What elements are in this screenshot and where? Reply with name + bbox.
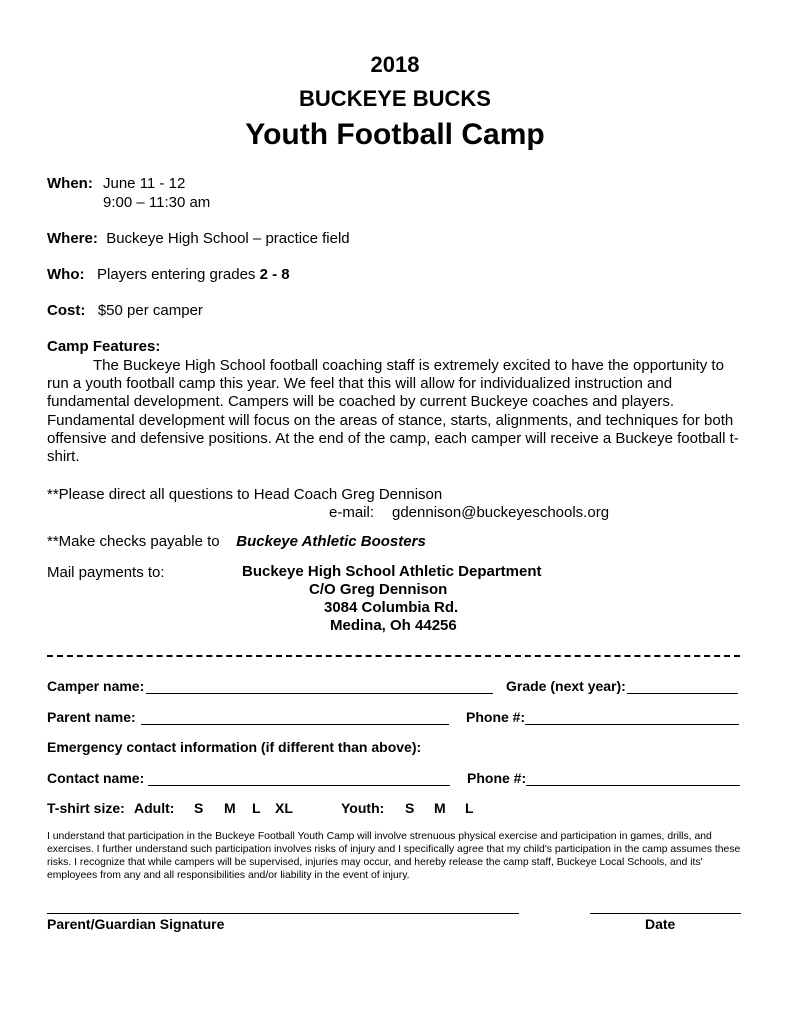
mail-label: Mail payments to: <box>47 564 165 581</box>
when-row <box>47 175 93 192</box>
features-paragraph <box>47 357 747 466</box>
parent-name-field[interactable] <box>141 709 449 725</box>
grade-field[interactable] <box>627 678 738 694</box>
date-label: Date <box>645 916 676 932</box>
adult-size-m[interactable]: M <box>224 800 236 816</box>
adult-size-l[interactable]: L <box>252 800 261 816</box>
cost-row <box>47 302 203 319</box>
contact-name-field[interactable] <box>148 770 450 786</box>
youth-size-l[interactable]: L <box>465 800 474 816</box>
date-line[interactable] <box>590 913 741 914</box>
page-title: Youth Football Camp <box>245 118 545 151</box>
header-org: BUCKEYE BUCKS <box>299 86 491 111</box>
who-label: Who: <box>47 266 85 283</box>
signature-label: Parent/Guardian Signature <box>47 916 225 932</box>
cut-line <box>47 655 740 657</box>
where-value: Buckeye High School – practice field <box>106 230 350 247</box>
parent-name-label: Parent name: <box>47 709 136 725</box>
when-label: When: <box>47 175 93 192</box>
header-year: 2018 <box>370 52 420 77</box>
phone-field[interactable] <box>525 709 739 725</box>
camper-name-field[interactable] <box>146 678 493 694</box>
contact-name-label: Contact name: <box>47 770 145 786</box>
when-date: June 11 - 12 <box>103 175 186 192</box>
who-grades: 2 - 8 <box>259 266 290 283</box>
where-label: Where: <box>47 230 98 247</box>
adult-label: Adult: <box>134 800 175 816</box>
youth-size-s[interactable]: S <box>405 800 415 816</box>
email-address: gdennison@buckeyeschools.org <box>392 504 610 521</box>
email-label: e-mail: <box>329 504 375 521</box>
mail-line-1: Buckeye High School Athletic Department <box>242 563 542 580</box>
where-row <box>47 230 350 247</box>
cost-label: Cost: <box>47 302 86 319</box>
mail-line-2: C/O Greg Dennison <box>309 581 448 598</box>
who-value: Players entering grades <box>97 266 256 283</box>
liability-waiver: I understand that participation in the Buckeye Football Youth Camp will involve strenuous physical exercise and participation in games, drills, and exercises. I further understand such participation involves risks of injury and I specifically agree that my child's participation in the camp assumes these risks. I recognize that while campers will be supervised, injuries may occur, and hereby release the camp staff, Buckeye Local Schools, and its' employees from any and all responsibilities and/or liability in the event of injury. <box>47 831 741 881</box>
tshirt-label: T-shirt size: <box>47 800 125 816</box>
phone-label: Phone #: <box>466 709 526 725</box>
contact-phone-field[interactable] <box>526 770 740 786</box>
adult-size-s[interactable]: S <box>194 800 204 816</box>
questions-text: **Please direct all questions to Head Coach Greg Dennison <box>47 486 443 503</box>
adult-size-xl[interactable]: XL <box>275 800 293 816</box>
youth-label: Youth: <box>341 800 385 816</box>
mail-line-4: Medina, Oh 44256 <box>330 617 457 634</box>
contact-phone-label: Phone #: <box>467 770 527 786</box>
features-heading: Camp Features: <box>47 338 161 355</box>
checks-row <box>47 533 426 550</box>
when-time: 9:00 – 11:30 am <box>103 194 211 211</box>
checks-payee: Buckeye Athletic Boosters <box>236 533 426 550</box>
cost-value: $50 per camper <box>97 302 203 319</box>
grade-label: Grade (next year): <box>506 678 626 694</box>
youth-size-m[interactable]: M <box>434 800 446 816</box>
camper-name-label: Camper name: <box>47 678 145 694</box>
mail-line-3: 3084 Columbia Rd. <box>324 599 459 616</box>
emergency-heading: Emergency contact information (if different than above): <box>47 739 422 755</box>
who-row <box>47 266 290 283</box>
features-text: The Buckeye High School football coaching staff is extremely excited to have the opportunity to run a youth football camp this year. We feel that this will allow for individualized instruction and fundamental development. Campers will be coached by current Buckeye coaches and players. Fundamental development will focus on the areas of stance, starts, alignments, and techniques for both offensive and defensive positions. At the end of the camp, each camper will receive a Buckeye football t-shirt. <box>47 357 739 466</box>
signature-line[interactable] <box>47 913 519 914</box>
checks-prefix: **Make checks payable to <box>47 533 220 550</box>
